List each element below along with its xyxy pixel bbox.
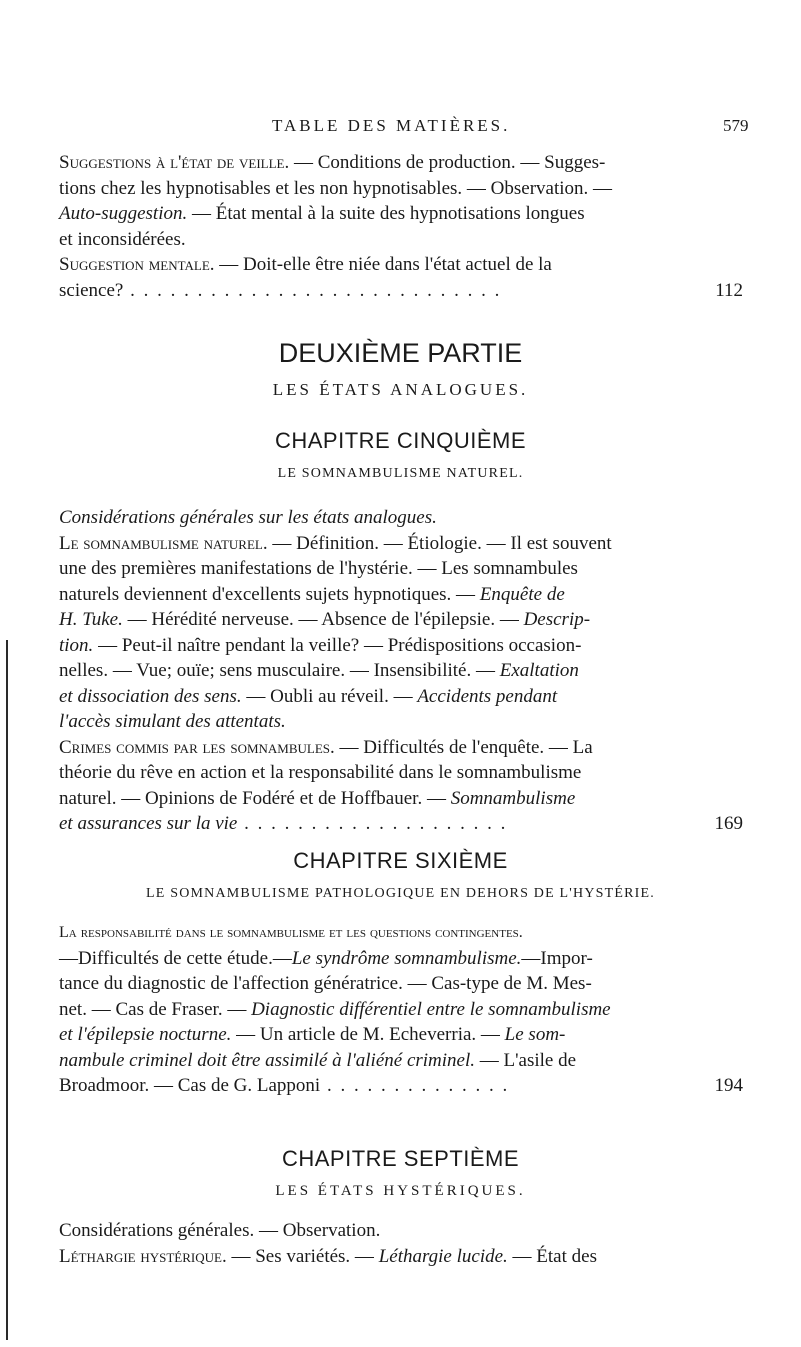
entry-heading: Suggestions à l'état de veille. — [59, 152, 290, 173]
chapter-title: CHAPITRE SIXIÈME — [293, 848, 508, 873]
chapter-subtitle: LE SOMNAMBULISME PATHOLOGIQUE EN DEHORS DE L'HYSTÉRIE. — [146, 886, 655, 901]
chapter6-entries: La responsabilité dans le somnambulisme et les questions contingentes. —Difficultés de cette étude.—Le syndrôme somnambulisme.—Impor- tance du diagnostic de l'affection génératrice. — Cas-type de M. Mes- net. — Cas de Fraser. — Diagnostic différentiel entre le somnambulisme et l'épilepsie nocturne. — Un article de M. Echeverria. — Le som- nambule criminel doit être assimilé à l'aliéné criminel. — L'asile de Broadmoor. — Cas de G. Lapponi . . . . . . . . . . . . . . 194 — [59, 920, 743, 1099]
page-ref: 169 — [714, 813, 743, 834]
page-ref: 194 — [714, 1075, 743, 1096]
entry-heading: Léthargie hystérique. — [59, 1245, 227, 1267]
page-number: 579 — [723, 116, 749, 135]
page-ref: 112 — [715, 279, 743, 301]
margin-scan-edge — [6, 640, 8, 1340]
entry-heading: Crimes commis par les somnambules. — [59, 736, 335, 758]
chapter-title: CHAPITRE SEPTIÈME — [281, 1146, 520, 1171]
entry-heading: Suggestion mentale. — [59, 254, 215, 275]
chapter-subtitle: LE SOMNAMBULISME NATUREL. — [277, 466, 524, 481]
running-title: TABLE DES MATIÈRES. — [272, 116, 511, 135]
intro-entries: Suggestions à l'état de veille. — Conditions de production. — Sugges- tions chez les hypnotisables et les non hypnotisables. — Observation. — Auto-suggestion. — État mental à la suite des hypnotisations longues et inconsidérées. Suggestion mentale. — Doit-elle être niée dans l'état actuel de la science? . . . . . . . . . . . . . . . . . . . . . . . . . . . . 112 — [59, 150, 743, 303]
chapter5-entries: Considérations générales sur les états analogues. Le somnambulisme naturel. — Définition. — Étiologie. — Il est souvent une des premières manifestations de l'hystérie. — Les somnambules naturels deviennent d'excellents sujets hypnotiques. — Enquête de H. Tuke. — Hérédité nerveuse. — Absence de l'épilepsie. — Descrip- tion. — Peut-il naître pendant la veille? — Prédispositions occasion- nelles. — Vue; ouïe; sens musculaire. — Insensibilité. — Exaltation et dissociation des sens. — Oubli au réveil. — Accidents pendant l'accès simulant des attentats. Crimes commis par les somnambules. — Difficultés de l'enquête. — La théorie du rêve en action et la responsabilité dans le somnambulisme naturel. — Opinions de Fodéré et de Hoffbauer. — Somnambulisme et assurances sur la vie . . . . . . . . . . . . . . . . . . . . 169 — [59, 505, 743, 837]
entry-heading: La responsabilité dans le somnambulisme et les questions contingentes. — [59, 924, 523, 941]
chapter-title: CHAPITRE CINQUIÈME — [274, 428, 527, 453]
entry-heading: Le somnambulisme naturel. — [59, 532, 268, 554]
part-subtitle: LES ÉTATS ANALOGUES. — [272, 380, 529, 399]
chapter7-entries: Considérations générales. — Observation. Léthargie hystérique. — Ses variétés. — Léthargie lucide. — État des — [59, 1220, 597, 1267]
part-title: DEUXIÈME PARTIE — [278, 338, 523, 368]
chapter-subtitle: LES ÉTATS HYSTÉRIQUES. — [275, 1183, 526, 1199]
